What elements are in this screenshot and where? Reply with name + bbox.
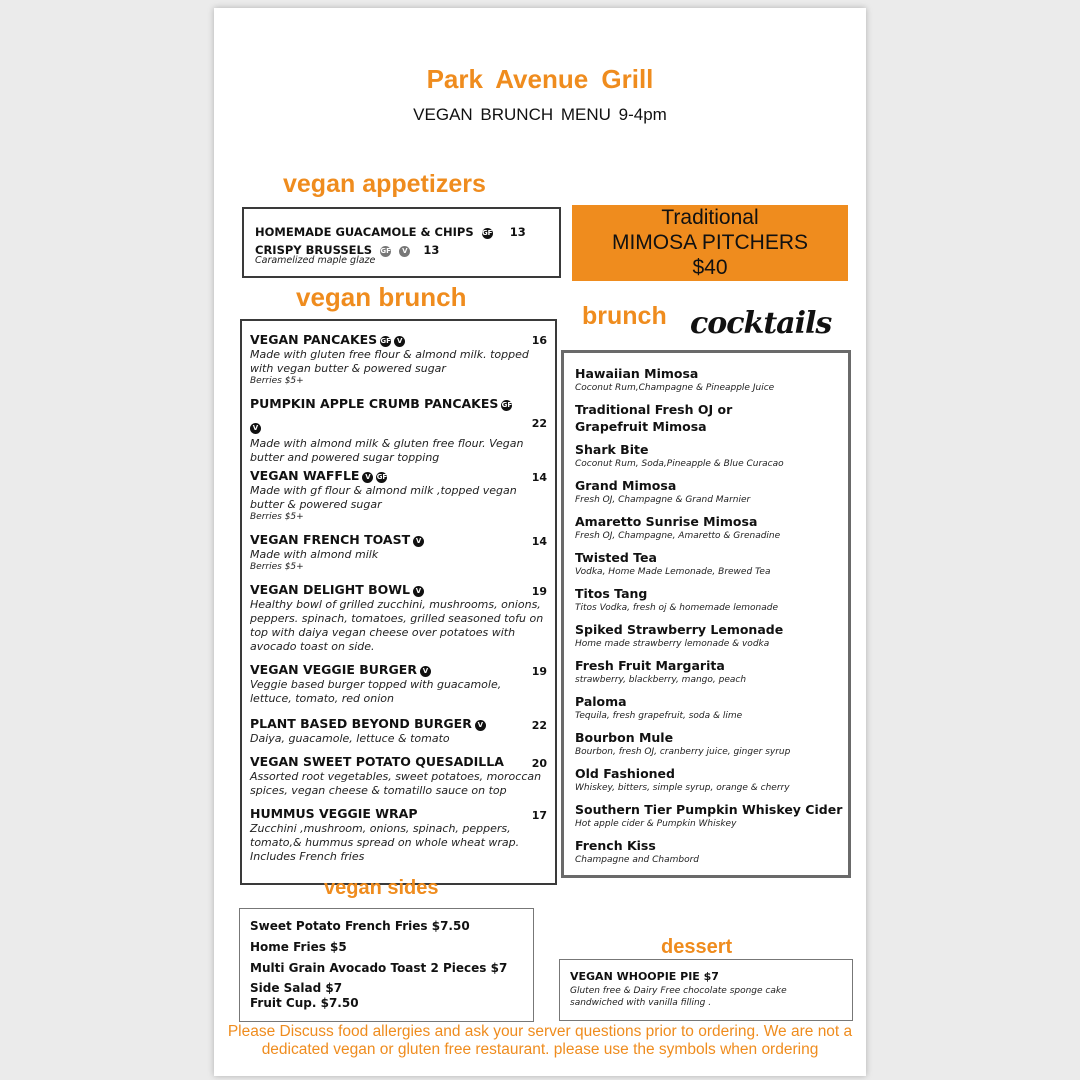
cocktail-description: Fresh OJ, Champagne, Amaretto & Grenadine	[575, 531, 781, 541]
item-description: Healthy bowl of grilled zucchini, mushrooms, onions, peppers. spinach, tomatoes, grilled seasoned tofu on top with daiya vegan cheese over potatoes with avocado toast on side.	[250, 598, 544, 653]
cocktails-heading-script: cocktails	[690, 306, 832, 341]
brunch-item	[250, 713, 545, 746]
cocktail-name: Hawaiian Mimosa	[575, 366, 699, 381]
side-item: Sweet Potato French Fries $7.50	[250, 919, 470, 933]
gluten-free-icon: GF	[481, 229, 493, 237]
vegan-icon: V	[413, 536, 424, 547]
cocktail-item	[575, 729, 848, 765]
cocktail-name: Spiked Strawberry Lemonade	[575, 622, 784, 637]
cocktail-description: Vodka, Home Made Lemonade, Brewed Tea	[575, 567, 771, 577]
mimosa-pitchers-banner	[572, 205, 848, 281]
cocktail-name: Titos Tang	[575, 586, 648, 601]
item-price: 16	[531, 334, 547, 347]
menu-subtitle: VEGAN BRUNCH MENU 9-4pm	[413, 105, 667, 124]
vegan-icon: V	[413, 586, 424, 597]
gluten-free-icon: GF	[380, 247, 391, 255]
cocktail-item	[575, 765, 848, 801]
item-description: Daiya, guacamole, lettuce & tomato	[250, 732, 450, 745]
cocktail-item	[575, 477, 848, 513]
cocktail-name: Grand Mimosa	[575, 478, 677, 493]
vegan-icon: V	[475, 720, 486, 731]
cocktail-description: strawberry, blackberry, mango, peach	[575, 675, 747, 685]
item-description: Made with almond milk	[250, 548, 379, 561]
vegan-icon: V	[362, 472, 373, 483]
cocktail-name: Fresh Fruit Margarita	[575, 658, 725, 673]
appetizer-name: HOMEMADE GUACAMOLE & CHIPS	[255, 225, 474, 239]
side-item: Home Fries $5	[250, 940, 347, 954]
brunch-item	[250, 751, 545, 798]
side-item: Multi Grain Avocado Toast 2 Pieces $7	[250, 961, 508, 975]
mimosa-line-3: $40	[692, 256, 728, 279]
cocktail-description: Bourbon, fresh OJ, cranberry juice, ginger syrup	[575, 747, 791, 757]
cocktail-description: Whiskey, bitters, simple syrup, orange & cherry	[575, 783, 790, 793]
item-price: 19	[531, 665, 547, 678]
item-price: 14	[531, 535, 547, 548]
cocktail-name: French Kiss	[575, 838, 656, 853]
appetizers-box	[242, 207, 561, 278]
item-name: VEGAN WAFFLE	[250, 468, 360, 483]
cocktails-heading-brunch: brunch	[582, 302, 667, 330]
item-description: Made with gluten free flour & almond milk. topped with vegan butter & powered sugar	[250, 348, 529, 375]
item-description: Assorted root vegetables, sweet potatoes, moroccan spices, vegan cheese & tomatillo sauce on top	[250, 770, 542, 797]
brunch-heading: vegan brunch	[296, 282, 467, 312]
appetizer-price: 13	[423, 243, 440, 257]
cocktail-name: Twisted Tea	[575, 550, 657, 565]
item-description: Made with almond milk & gluten free flour. Vegan butter and powered sugar topping	[250, 437, 524, 464]
cocktail-description: Coconut Rum, Soda,Pineapple & Blue Curacao	[575, 459, 784, 469]
cocktail-item	[575, 621, 848, 657]
sides-heading: vegan sides	[324, 877, 439, 899]
brunch-box	[240, 319, 557, 885]
brunch-item	[250, 803, 545, 864]
dessert-heading: dessert	[661, 936, 733, 958]
vegan-icon: V	[420, 666, 431, 677]
appetizer-item	[255, 221, 526, 240]
allergy-notice: Please Discuss food allergies and ask your server questions prior to ordering. We are not a dedicated vegan or gluten free restaurant. please use the symbols when ordering	[227, 1023, 853, 1058]
cocktail-description: Fresh OJ, Champagne & Grand Marnier	[575, 495, 751, 505]
cocktail-item	[575, 513, 848, 549]
dessert-box	[559, 959, 853, 1021]
brunch-item	[250, 529, 545, 572]
cocktail-description: Titos Vodka, fresh oj & homemade lemonade	[575, 603, 778, 613]
brunch-item	[250, 393, 545, 465]
gluten-free-icon: GF	[501, 401, 513, 409]
item-extra: Berries $5+	[250, 512, 304, 522]
item-price: 20	[531, 757, 547, 770]
item-name: HUMMUS VEGGIE WRAP	[250, 806, 418, 821]
dessert-name: VEGAN WHOOPIE PIE $7	[570, 970, 719, 983]
cocktail-name: Southern Tier Pumpkin Whiskey Cider	[575, 802, 843, 817]
item-price: 17	[531, 809, 547, 822]
cocktail-description: Hot apple cider & Pumpkin Whiskey	[575, 819, 737, 829]
item-name: VEGAN FRENCH TOAST	[250, 532, 411, 547]
menu-page	[214, 8, 866, 1076]
cocktail-description: Tequila, fresh grapefruit, soda & lime	[575, 711, 743, 721]
item-price: 14	[531, 471, 547, 484]
item-description: Made with gf flour & almond milk ,topped vegan butter & powered sugar	[250, 484, 517, 511]
cocktail-description: Coconut Rum,Champagne & Pineapple Juice	[575, 383, 775, 393]
gluten-free-icon: GF	[380, 337, 391, 345]
cocktail-item	[575, 549, 848, 585]
cocktail-name: Bourbon Mule	[575, 730, 674, 745]
item-description: Zucchini ,mushroom, onions, spinach, peppers, tomato,& hummus spread on whole wheat wrap. Includes French fries	[250, 822, 520, 863]
item-description: Veggie based burger topped with guacamole, lettuce, tomato, red onion	[250, 678, 502, 705]
item-name: PLANT BASED BEYOND BURGER	[250, 716, 472, 731]
cocktail-item	[575, 837, 848, 873]
item-name: VEGAN PANCAKES	[250, 332, 378, 347]
cocktail-item	[575, 801, 848, 837]
sides-box	[239, 908, 534, 1022]
item-price: 22	[531, 417, 547, 430]
cocktail-item	[575, 585, 848, 621]
mimosa-line-1: Traditional	[661, 206, 759, 229]
mimosa-line-2: MIMOSA PITCHERS	[611, 231, 809, 254]
cocktails-box	[561, 350, 851, 878]
item-name: VEGAN DELIGHT BOWL	[250, 582, 410, 597]
appetizer-price: 13	[509, 225, 526, 239]
cocktail-name: Traditional Fresh OJ or	[575, 402, 733, 417]
cocktail-description: Champagne and Chambord	[575, 855, 700, 865]
cocktail-name: Shark Bite	[575, 442, 649, 457]
cocktail-item	[575, 441, 848, 477]
vegan-icon: V	[399, 246, 410, 257]
appetizer-name: CRISPY BRUSSELS	[255, 243, 373, 257]
cocktail-item	[575, 657, 848, 693]
vegan-icon: V	[250, 423, 261, 434]
cocktail-item	[575, 365, 848, 401]
gluten-free-icon: GF	[376, 473, 388, 481]
brunch-item	[250, 579, 545, 654]
item-name: VEGAN VEGGIE BURGER	[250, 662, 417, 677]
appetizer-description: Caramelized maple glaze	[255, 255, 376, 266]
item-name: PUMPKIN APPLE CRUMB PANCAKES	[250, 396, 499, 411]
brunch-item	[250, 659, 545, 706]
item-extra: Berries $5+	[250, 562, 304, 572]
cocktail-item	[575, 693, 848, 729]
dessert-description: Gluten free & Dairy Free chocolate sponge cake sandwiched with vanilla filling .	[570, 986, 787, 1008]
item-price: 19	[531, 585, 547, 598]
brunch-item	[250, 329, 545, 386]
cocktail-name: Paloma	[575, 694, 627, 709]
vegan-icon: V	[394, 336, 405, 347]
item-name: VEGAN SWEET POTATO QUESADILLA	[250, 754, 504, 769]
restaurant-name: Park Avenue Grill	[426, 64, 654, 94]
side-item: Side Salad $7	[250, 981, 343, 995]
item-price: 22	[531, 719, 547, 732]
cocktail-name: Old Fashioned	[575, 766, 675, 781]
cocktail-item	[575, 401, 848, 441]
cocktail-name: Amaretto Sunrise Mimosa	[575, 514, 758, 529]
appetizers-heading: vegan appetizers	[283, 170, 486, 198]
cocktail-name-line-2: Grapefruit Mimosa	[575, 419, 707, 434]
item-extra: Berries $5+	[250, 376, 304, 386]
cocktail-description: Home made strawberry lemonade & vodka	[575, 639, 770, 649]
side-item: Fruit Cup. $7.50	[250, 996, 359, 1010]
brunch-item	[250, 465, 545, 522]
